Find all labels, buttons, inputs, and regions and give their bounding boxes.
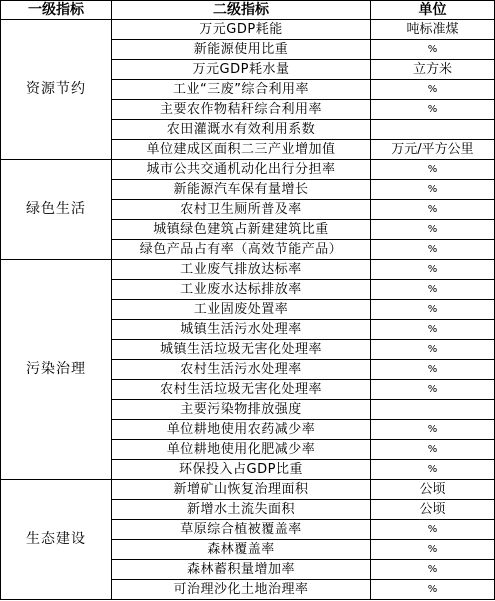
table-body	[1, 20, 495, 600]
level1-category: 绿色生活	[1, 160, 112, 260]
level2-indicator: 万元GDP耗能	[112, 20, 371, 40]
unit-cell: 公顷	[371, 500, 495, 520]
level2-indicator: 草原综合植被覆盖率	[112, 520, 371, 540]
unit-cell: %	[371, 100, 495, 120]
table-row	[1, 480, 495, 500]
unit-cell: %	[371, 80, 495, 100]
level2-indicator: 农村卫生厕所普及率	[112, 200, 371, 220]
unit-cell: %	[371, 560, 495, 580]
level2-indicator: 工业废气排放达标率	[112, 260, 371, 280]
level2-indicator: 新增水土流失面积	[112, 500, 371, 520]
table-row	[1, 20, 495, 40]
unit-cell: %	[371, 420, 495, 440]
header-level1: 一级指标	[1, 1, 112, 20]
level2-indicator: 城镇生活垃圾无害化处理率	[112, 340, 371, 360]
unit-cell: %	[371, 540, 495, 560]
level2-indicator: 城镇生活污水处理率	[112, 320, 371, 340]
level2-indicator: 单位耕地使用农药减少率	[112, 420, 371, 440]
table-row	[1, 260, 495, 280]
unit-cell: %	[371, 280, 495, 300]
level2-indicator: 环保投入占GDP比重	[112, 460, 371, 480]
unit-cell: 立方米	[371, 60, 495, 80]
level2-indicator: 万元GDP耗水量	[112, 60, 371, 80]
level2-indicator: 城镇绿色建筑占新建建筑比重	[112, 220, 371, 240]
level2-indicator: 新能源使用比重	[112, 40, 371, 60]
level2-indicator: 森林覆盖率	[112, 540, 371, 560]
level2-indicator: 森林蓄积量增加率	[112, 560, 371, 580]
level2-indicator: 单位耕地使用化肥减少率	[112, 440, 371, 460]
unit-cell: %	[371, 300, 495, 320]
level2-indicator: 绿色产品占有率（高效节能产品）	[112, 240, 371, 260]
level2-indicator: 单位建成区面积二三产业增加值	[112, 140, 371, 160]
level2-indicator: 新能源汽车保有量增长	[112, 180, 371, 200]
unit-cell: %	[371, 40, 495, 60]
unit-cell: %	[371, 360, 495, 380]
unit-cell: 万元/平方公里	[371, 140, 495, 160]
unit-cell: %	[371, 580, 495, 600]
unit-cell	[371, 120, 495, 140]
level2-indicator: 可治理沙化土地治理率	[112, 580, 371, 600]
unit-cell: %	[371, 520, 495, 540]
unit-cell: %	[371, 240, 495, 260]
unit-cell: %	[371, 340, 495, 360]
unit-cell: %	[371, 180, 495, 200]
table-header	[1, 1, 495, 20]
level2-indicator: 新增矿山恢复治理面积	[112, 480, 371, 500]
header-level2: 二级指标	[112, 1, 371, 20]
level2-indicator: 农村生活污水处理率	[112, 360, 371, 380]
level2-indicator: 工业固废处置率	[112, 300, 371, 320]
unit-cell: 吨标准煤	[371, 20, 495, 40]
unit-cell: %	[371, 160, 495, 180]
unit-cell: %	[371, 440, 495, 460]
level2-indicator: 城市公共交通机动化出行分担率	[112, 160, 371, 180]
level2-indicator: 主要农作物秸秆综合利用率	[112, 100, 371, 120]
unit-cell: %	[371, 220, 495, 240]
unit-cell: %	[371, 200, 495, 220]
unit-cell	[371, 400, 495, 420]
unit-cell: %	[371, 320, 495, 340]
unit-cell: %	[371, 260, 495, 280]
unit-cell: 公顷	[371, 480, 495, 500]
level2-indicator: 农田灌溉水有效利用系数	[112, 120, 371, 140]
header-unit: 单位	[371, 1, 495, 20]
unit-cell: %	[371, 380, 495, 400]
level2-indicator: 工业“三废”综合利用率	[112, 80, 371, 100]
unit-cell: %	[371, 460, 495, 480]
level2-indicator: 主要污染物排放强度	[112, 400, 371, 420]
level1-category: 生态建设	[1, 480, 112, 600]
level1-category: 污染治理	[1, 260, 112, 480]
header-row	[1, 1, 495, 20]
table-row	[1, 160, 495, 180]
level1-category: 资源节约	[1, 20, 112, 160]
level2-indicator: 农村生活垃圾无害化处理率	[112, 380, 371, 400]
level2-indicator: 工业废水达标排放率	[112, 280, 371, 300]
